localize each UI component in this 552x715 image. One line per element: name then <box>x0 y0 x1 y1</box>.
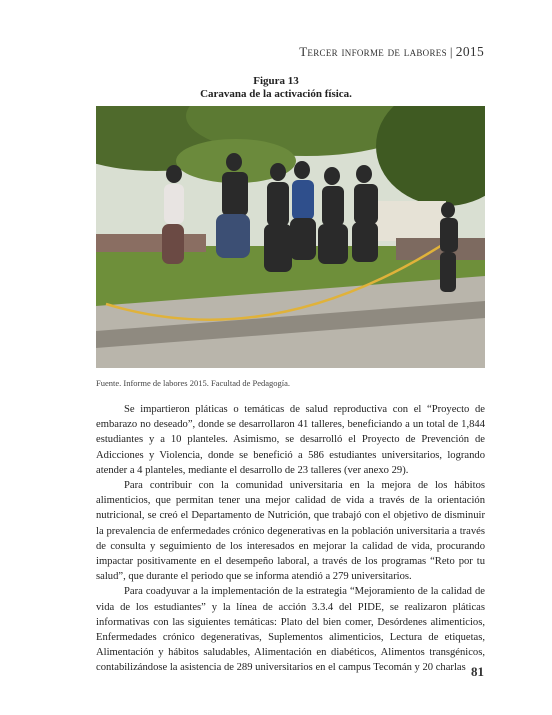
figure-number: Figura 13 <box>253 75 299 87</box>
running-head-year: 2015 <box>455 44 484 59</box>
running-head <box>299 44 484 60</box>
figure-caption: Fuente. Informe de labores 2015. Facultad de Pedagogía. <box>96 378 291 388</box>
body-paragraph-2: Para contribuir con la comunidad universitaria en la mejora de los hábitos alimenticios, que permitan tener una mejor calidad de vida a través de la orientación nutricional, se creó el Departamento de Nutrición, que trabajó con el objetivo de disminuir la prevalencia de enfermedades crónico degenerativas en la población universitaria a través de consulta y seguimiento de los interesados en mejorar la calidad de vida, procurando impactar positivamente en el desempeño laboral, a través de los programas “Reto por tu salud”, que durante el periodo que se informa atendió a 279 universitarios. <box>96 480 485 583</box>
running-head-separator: | <box>449 44 453 59</box>
page-number: 81 <box>471 664 484 679</box>
body-paragraph-1: Se impartieron pláticas o temáticas de salud reproductiva con el “Proyecto de embarazo no deseado”, donde se desarrollaron 41 talleres, beneficiando a un total de 1,844 estudiantes y a 10 planteles. Asimismo, se desarrolló el Proyecto de Prevención de Adicciones y Violencia, donde se benefició a 586 estudiantes universitarios, logrando atender a 4 planteles, mediante el desarrollo de 23 talleres (ver anexo 29). <box>96 404 485 476</box>
figure-photo <box>96 106 485 368</box>
body-paragraph-3: Para coadyuvar a la implementación de la estrategia “Mejoramiento de la calidad de vida de los estudiantes” y la línea de acción 3.3.4 del PIDE, se realizaron pláticas informativas con las siguientes temáticas: Plato del bien comer, Desórdenes alimenticios, Enfermedades crónico degenerativas, Suplementos alimenticios, Lectura de etiquetas, Alimentación y hábitos saludables, Alimentación en diabéticos, Alimentos transgénicos, contabilizándose la asistencia de 289 universitarios en el campus Tecomán y 20 charlas <box>96 586 485 674</box>
running-head-title: Tercer informe de labores <box>299 44 447 59</box>
body-text <box>96 402 485 676</box>
figure-title: Caravana de la activación física. <box>200 88 352 100</box>
